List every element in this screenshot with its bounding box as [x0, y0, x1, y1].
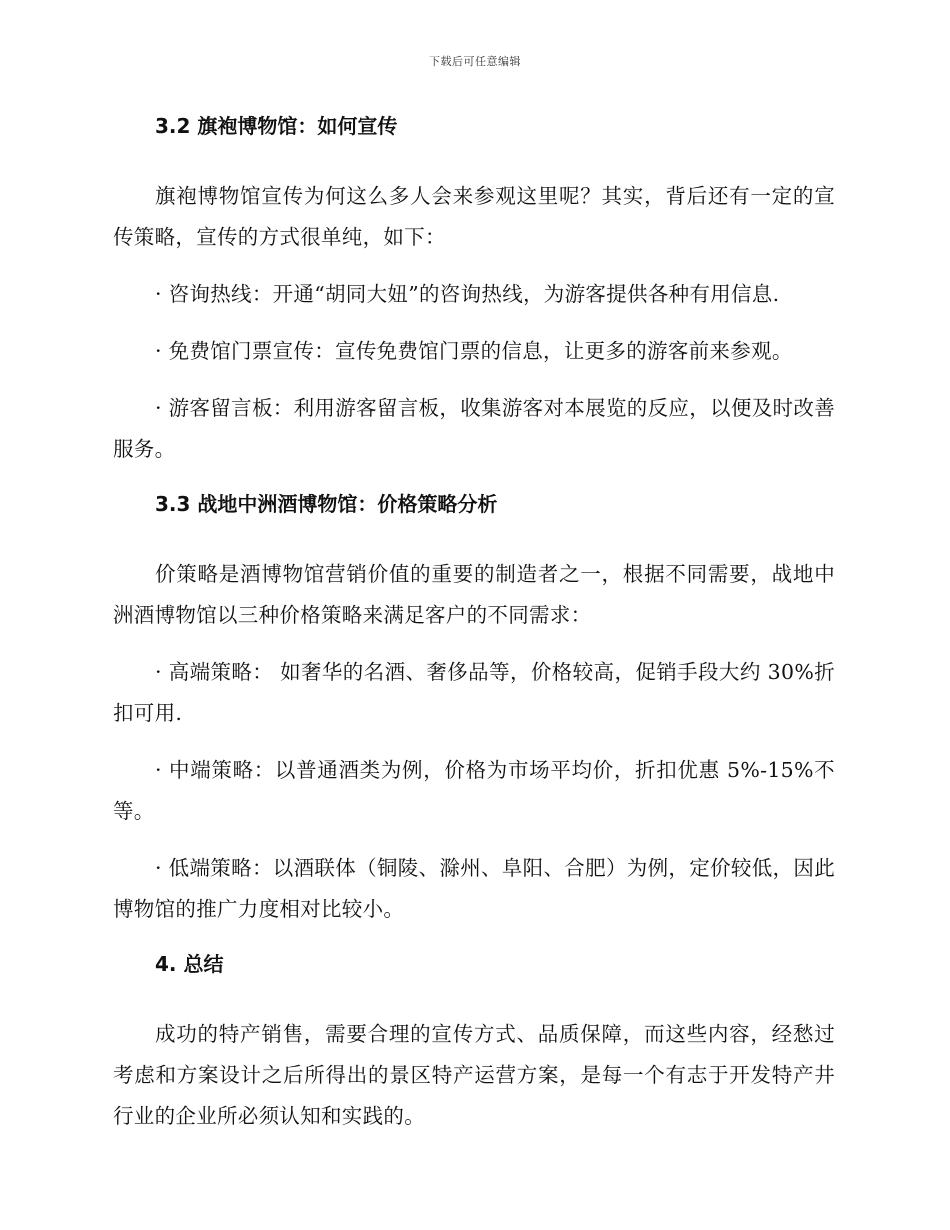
section-3-3-bullet-low-end: · 低端策略：以酒联体（铜陵、滁州、阜阳、合肥）为例，定价较低，因此博物馆的推广力度相对比较小。 — [113, 856, 835, 921]
page-header: 下载后可任意编辑 — [429, 55, 521, 68]
section-4-summary: 成功的特产销售，需要合理的宣传方式、品质保障，而这些内容，经愁过考虑和方案设计之后所得出的景区特产运营方案，是每一个有志于开发特产井行业的企业所必须认知和实践的。 — [113, 1022, 835, 1128]
section-heading-4: 4. 总结 — [155, 952, 224, 976]
section-3-2-bullet-free-ticket: · 免费馆门票宣传：宣传免费馆门票的信息，让更多的游客前来参观。 — [155, 339, 793, 363]
section-heading-3-2: 3.2 旗袍博物馆：如何宣传 — [155, 114, 398, 138]
section-heading-3-3: 3.3 战地中洲酒博物馆：价格策略分析 — [155, 492, 498, 516]
section-3-3-bullet-high-end: · 高端策略： 如奢华的名酒、奢侈品等，价格较高，促销手段大约 30%折扣可用. — [113, 660, 835, 725]
document-body — [113, 108, 835, 1153]
section-3-2-bullet-guestbook: · 游客留言板：利用游客留言板，收集游客对本展览的反应，以便及时改善服务。 — [113, 396, 835, 461]
section-3-2-intro: 旗袍博物馆宣传为何这么多人会来参观这里呢？其实，背后还有一定的宣传策略，宣传的方式很单纯，如下： — [113, 184, 835, 249]
section-3-3-intro: 价策略是酒博物馆营销价值的重要的制造者之一，根据不同需要，战地中洲酒博物馆以三种价格策略来满足客户的不同需求： — [113, 562, 835, 627]
section-3-3-bullet-mid-range: · 中端策略：以普通酒类为例，价格为市场平均价，折扣优惠 5%-15%不等。 — [113, 758, 835, 823]
section-3-2-bullet-hotline: · 咨询热线：开通“胡同大妞”的咨询热线，为游客提供各种有用信息. — [155, 282, 780, 306]
